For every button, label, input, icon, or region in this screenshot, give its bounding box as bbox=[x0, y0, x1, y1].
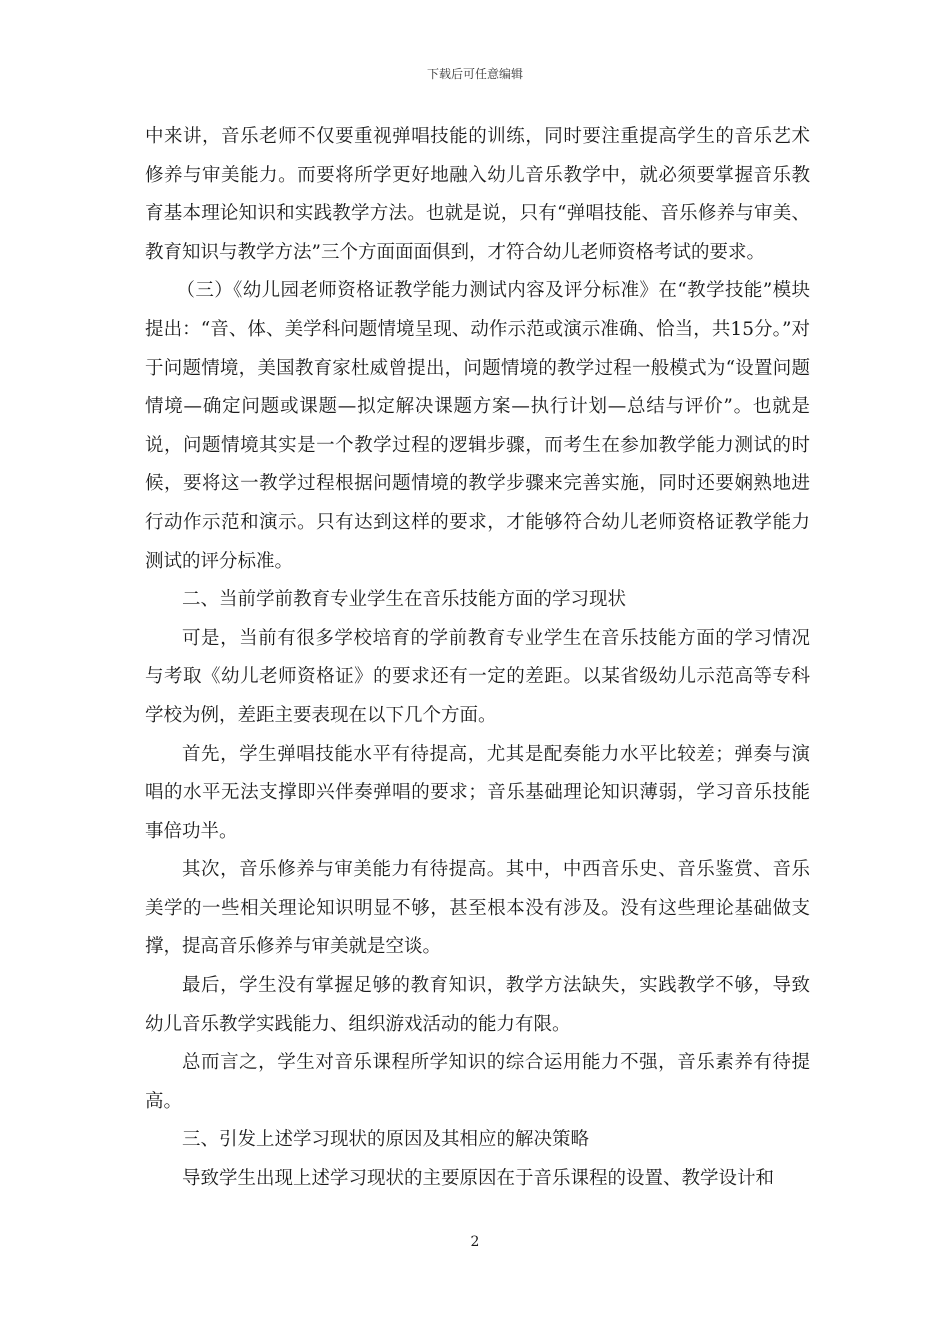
paragraph-continued: 中来讲，音乐老师不仅要重视弹唱技能的训练，同时要注重提高学生的音乐艺术修养与审美能力。而要将所学更好地融入幼儿音乐教学中，就必须要掌握音乐教育基本理论知识和实践教学方法。也就是说，只有“弹唱技能、音乐修养与审美、教育知识与教学方法”三个方面面面俱到，才符合幼儿老师资格考试的要求。 bbox=[145, 126, 810, 263]
page-number: 2 bbox=[470, 1234, 480, 1250]
section-heading-two: 二、当前学前教育专业学生在音乐技能方面的学习现状 bbox=[182, 589, 627, 611]
paragraph: 首先，学生弹唱技能水平有待提高，尤其是配奏能力水平比较差；弹奏与演唱的水平无法支撑即兴伴奏弹唱的要求；音乐基础理论知识薄弱，学习音乐技能事倍功半。 bbox=[145, 743, 810, 842]
paragraph: 其次，音乐修养与审美能力有待提高。其中，中西音乐史、音乐鉴赏、音乐美学的一些相关理论知识明显不够，甚至根本没有涉及。没有这些理论基础做支撑，提高音乐修养与审美就是空谈。 bbox=[145, 859, 810, 958]
paragraph: 最后，学生没有掌握足够的教育知识，教学方法缺失，实践教学不够，导致幼儿音乐教学实践能力、组织游戏活动的能力有限。 bbox=[145, 975, 810, 1035]
document-body bbox=[145, 118, 810, 1199]
paragraph: 导致学生出现上述学习现状的主要原因在于音乐课程的设置、教学设计和 bbox=[182, 1168, 775, 1190]
paragraph: 总而言之，学生对音乐课程所学知识的综合运用能力不强，音乐素养有待提高。 bbox=[145, 1052, 810, 1112]
page-header: 下载后可任意编辑 bbox=[426, 67, 523, 81]
section-heading-three: 三、引发上述学习现状的原因及其相应的解决策略 bbox=[182, 1129, 590, 1151]
paragraph: 可是，当前有很多学校培育的学前教育专业学生在音乐技能方面的学习情况与考取《幼儿老师资格证》的要求还有一定的差距。以某省级幼儿示范高等专科学校为例，差距主要表现在以下几个方面。 bbox=[145, 627, 810, 726]
paragraph-section-three: （三）《幼儿园老师资格证教学能力测试内容及评分标准》在“教学技能”模块提出：“音、体、美学科问题情境呈现、动作示范或演示准确、恰当，共15分。”对于问题情境，美国教育家杜威曾提出，问题情境的教学过程一般模式为“设置问题情境—确定问题或课题—拟定解决课题方案—执行计划—总结与评价”。也就是说，问题情境其实是一个教学过程的逻辑步骤，而考生在参加教学能力测试的时候，要将这一教学过程根据问题情境的教学步骤来完善实施，同时还要娴熟地进行动作示范和演示。只有达到这样的要求，才能够符合幼儿老师资格证教学能力测试的评分标准。 bbox=[145, 280, 810, 572]
